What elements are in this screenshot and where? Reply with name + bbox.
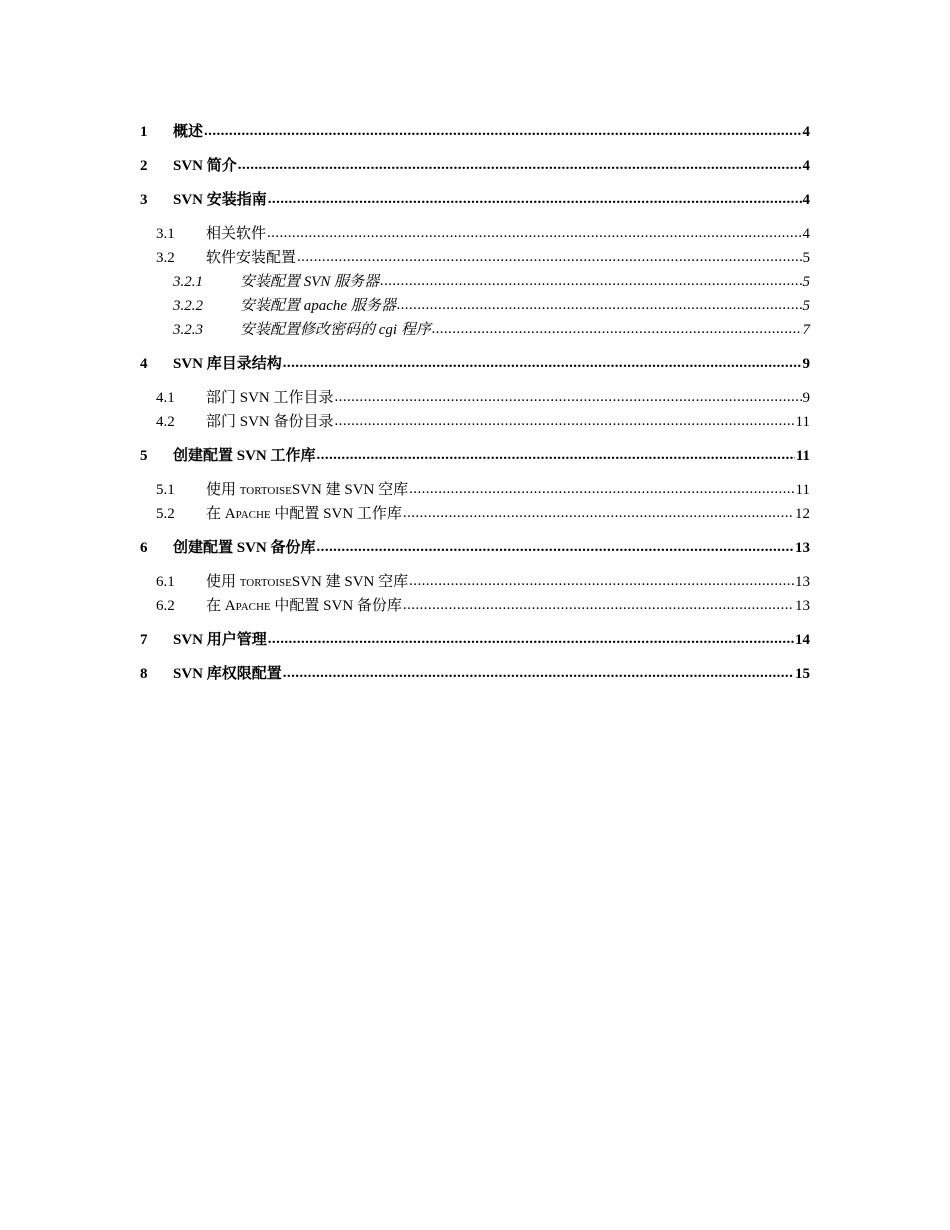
toc-dot-leader <box>432 317 802 341</box>
table-of-contents <box>140 120 810 686</box>
toc-entry[interactable] <box>140 120 810 144</box>
toc-entry-page: 15 <box>795 666 810 682</box>
toc-entry[interactable] <box>140 270 810 294</box>
toc-entry-number: 1 <box>140 124 148 140</box>
toc-entry-title <box>206 502 402 526</box>
toc-entry-number: 4.1 <box>156 390 175 406</box>
toc-entry-number: 6.1 <box>156 574 175 590</box>
toc-entry-page: 11 <box>795 414 810 430</box>
toc-entry[interactable] <box>140 502 810 526</box>
toc-entry-title <box>206 594 402 618</box>
toc-dot-leader <box>268 627 794 651</box>
toc-entry[interactable] <box>140 594 810 618</box>
toc-entry[interactable] <box>140 246 810 270</box>
toc-entry-number: 4 <box>140 356 148 372</box>
toc-entry-title: SVN 安装指南 <box>173 192 267 208</box>
toc-entry-title: SVN 库权限配置 <box>173 666 282 682</box>
toc-entry[interactable] <box>140 478 810 502</box>
toc-dot-leader <box>283 351 802 375</box>
toc-entry-page: 11 <box>795 482 810 498</box>
toc-entry-title: 软件安装配置 <box>206 250 297 266</box>
toc-entry-page: 9 <box>802 356 810 372</box>
toc-entry-page: 13 <box>795 540 810 556</box>
toc-entry-title: 安装配置修改密码的 cgi 程序 <box>240 322 431 338</box>
toc-entry-page: 7 <box>802 322 810 338</box>
toc-entry-number: 5.2 <box>156 506 175 522</box>
toc-entry-number: 8 <box>140 666 148 682</box>
toc-dot-leader <box>283 661 794 685</box>
toc-entry[interactable] <box>140 444 810 468</box>
toc-entry-title <box>206 570 408 594</box>
toc-title-part: 使用 <box>206 482 240 498</box>
toc-title-part-smallcaps: Apache <box>224 598 271 614</box>
toc-entry[interactable] <box>140 386 810 410</box>
toc-dot-leader <box>403 501 794 525</box>
toc-entry[interactable] <box>140 188 810 212</box>
toc-dot-leader <box>317 535 794 559</box>
toc-entry-page: 11 <box>795 448 810 464</box>
toc-entry-page: 4 <box>802 158 810 174</box>
toc-entry-title: 创建配置 SVN 工作库 <box>173 448 316 464</box>
toc-entry-page: 4 <box>802 226 810 242</box>
toc-title-part: SVN 建 SVN 空库 <box>291 482 409 498</box>
toc-entry-title: SVN 用户管理 <box>173 632 267 648</box>
toc-entry[interactable] <box>140 222 810 246</box>
toc-entry[interactable] <box>140 154 810 178</box>
toc-title-part-smallcaps: tortoise <box>239 574 292 590</box>
toc-entry-page: 12 <box>795 506 810 522</box>
toc-entry[interactable] <box>140 294 810 318</box>
toc-entry-number: 6 <box>140 540 148 556</box>
toc-title-part: 在 <box>206 598 225 614</box>
toc-dot-leader <box>335 409 795 433</box>
toc-entry-number: 3.2 <box>156 250 175 266</box>
toc-title-part-smallcaps: Apache <box>224 506 271 522</box>
toc-entry-number: 3.2.3 <box>173 322 203 338</box>
toc-dot-leader <box>204 119 801 143</box>
toc-title-part: 中配置 SVN 工作库 <box>270 506 402 522</box>
toc-title-part: 中配置 SVN 备份库 <box>270 598 402 614</box>
toc-entry-title: 部门 SVN 备份目录 <box>206 414 334 430</box>
toc-entry[interactable] <box>140 570 810 594</box>
toc-dot-leader <box>317 443 795 467</box>
toc-entry[interactable] <box>140 410 810 434</box>
toc-entry-page: 5 <box>802 274 810 290</box>
toc-entry-number: 5 <box>140 448 148 464</box>
toc-dot-leader <box>403 593 794 617</box>
toc-entry-title: 安装配置 apache 服务器 <box>240 298 396 314</box>
toc-dot-leader <box>267 221 801 245</box>
toc-entry-title: 相关软件 <box>206 226 267 242</box>
toc-title-part: 使用 <box>206 574 240 590</box>
toc-entry-title: 安装配置 SVN 服务器 <box>240 274 380 290</box>
toc-entry[interactable] <box>140 352 810 376</box>
toc-dot-leader <box>268 187 802 211</box>
toc-dot-leader <box>397 293 802 317</box>
toc-entry-page: 4 <box>802 192 810 208</box>
toc-dot-leader <box>409 477 794 501</box>
toc-entry-number: 2 <box>140 158 148 174</box>
toc-entry[interactable] <box>140 628 810 652</box>
toc-entry-page: 5 <box>802 250 810 266</box>
toc-entry-page: 13 <box>795 598 810 614</box>
toc-entry-number: 7 <box>140 632 148 648</box>
toc-title-part: SVN 建 SVN 空库 <box>291 574 409 590</box>
toc-entry-number: 4.2 <box>156 414 175 430</box>
toc-entry-number: 3.1 <box>156 226 175 242</box>
toc-entry-title: 部门 SVN 工作目录 <box>206 390 334 406</box>
toc-entry-page: 9 <box>802 390 810 406</box>
toc-title-part: 在 <box>206 506 225 522</box>
toc-dot-leader <box>380 269 801 293</box>
toc-entry-number: 3.2.1 <box>173 274 203 290</box>
toc-entry-number: 3.2.2 <box>173 298 203 314</box>
toc-dot-leader <box>409 569 794 593</box>
toc-dot-leader <box>297 245 801 269</box>
toc-entry-page: 4 <box>802 124 810 140</box>
toc-entry[interactable] <box>140 662 810 686</box>
toc-entry-title: SVN 简介 <box>173 158 237 174</box>
toc-entry-page: 13 <box>795 574 810 590</box>
toc-entry[interactable] <box>140 318 810 342</box>
toc-entry-page: 14 <box>795 632 810 648</box>
toc-entry-title: SVN 库目录结构 <box>173 356 282 372</box>
toc-entry-title: 创建配置 SVN 备份库 <box>173 540 316 556</box>
toc-entry-title: 概述 <box>173 124 204 140</box>
toc-entry-page: 5 <box>802 298 810 314</box>
toc-title-part-smallcaps: tortoise <box>239 482 292 498</box>
toc-entry-number: 6.2 <box>156 598 175 614</box>
toc-dot-leader <box>238 153 802 177</box>
toc-entry[interactable] <box>140 536 810 560</box>
toc-entry-title <box>206 478 408 502</box>
toc-entry-number: 3 <box>140 192 148 208</box>
toc-entry-number: 5.1 <box>156 482 175 498</box>
toc-dot-leader <box>335 385 802 409</box>
